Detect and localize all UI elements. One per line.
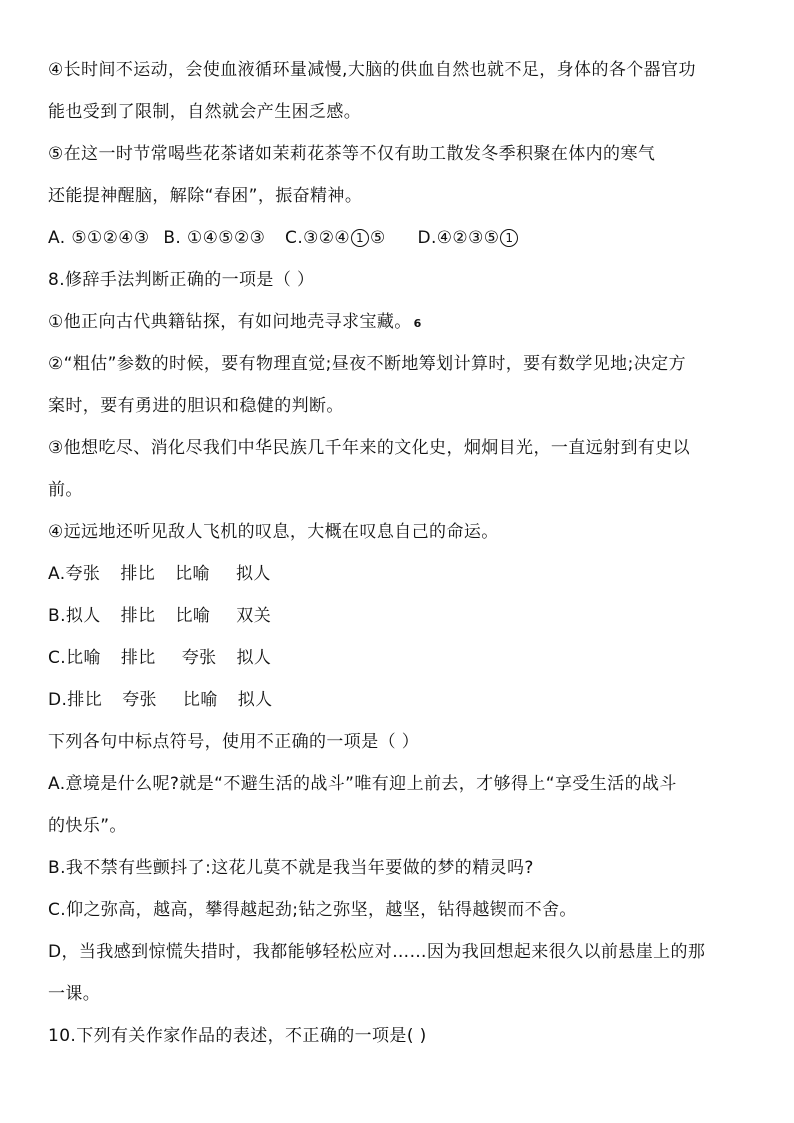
q8-sentence-1: ①他正向古代典籍钻探，有如问地壳寻求宝藏。 6 [48,312,422,332]
q8-sentence-2-line1: ②“粗估”参数的时候，要有物理直觉;昼夜不断地筹划计算时，要有数学见地;决定方 [48,354,686,374]
q7-option-a: A. ⑤①②④③ [48,228,150,248]
q7-item-4-line2: 能也受到了限制，自然就会产生困乏感。 [48,102,362,122]
q8-sentence-2-line2: 案时，要有勇进的胆识和稳健的判断。 [48,396,344,416]
q8-sentence-3-line2: 前。 [48,480,83,500]
q8-stem: 8.修辞手法判断正确的一项是（ ） [48,270,315,290]
q10-stem: 10.下列有关作家作品的表述，不正确的一项是( ) [48,1026,427,1046]
q7-item-5-line1: ⑤在这一时节常喝些花茶诸如茉莉花茶等不仅有助工散发冬季积聚在体内的寒气 [48,144,656,164]
stray-mark: 6 [413,317,422,330]
q9-stem: 下列各句中标点符号，使用不正确的一项是（ ） [48,732,420,752]
q9-option-a-line2: 的快乐”。 [48,816,127,836]
q7-options [48,226,758,250]
q7-option-d: D.④②③⑤ 1 [418,226,520,250]
q7-item-5-line2: 还能提神醒脑，解除“春困”，振奋精神。 [48,186,363,206]
q8-option-d: D.排比 夸张 比喻 拟人 [48,690,273,710]
circled-number: 1 [500,229,518,247]
q7-option-c: C.③②④ 1 ⑤ [285,228,386,248]
q8-option-a: A.夸张 排比 比喻 拟人 [48,564,271,584]
q7-item-4-line1: ④长时间不运动，会使血液循环量减慢,大脑的供血自然也就不足，身体的各个器官功 [48,60,696,80]
q9-option-c: C.仰之弥高，越高，攀得越起劲;钻之弥坚，越坚，钻得越锲而不舍。 [48,900,577,920]
q8-sentence-3-line1: ③他想吃尽、消化尽我们中华民族几千年来的文化史，炯炯目光，一直远射到有史以 [48,438,691,458]
q9-option-d-line2: 一课。 [48,984,101,1004]
q9-option-d-line1: D，当我感到惊慌失措时，我都能够轻松应对……因为我回想起来很久以前悬崖上的那 [48,942,706,962]
q8-sentence-4: ④远远地还听见敌人飞机的叹息，大概在叹息自己的命运。 [48,522,499,542]
q9-option-b: B.我不禁有些颤抖了:这花儿莫不就是我当年要做的梦的精灵吗? [48,858,534,878]
q9-option-a-line1: A.意境是什么呢?就是“不避生活的战斗”唯有迎上前去，才够得上“享受生活的战斗 [48,774,677,794]
q8-option-c: C.比喻 排比 夸张 拟人 [48,648,272,668]
q7-option-b: B. ①④⑤②③ [163,228,266,248]
circled-number: 1 [351,229,369,247]
q8-option-b: B.拟人 排比 比喻 双关 [48,606,272,626]
